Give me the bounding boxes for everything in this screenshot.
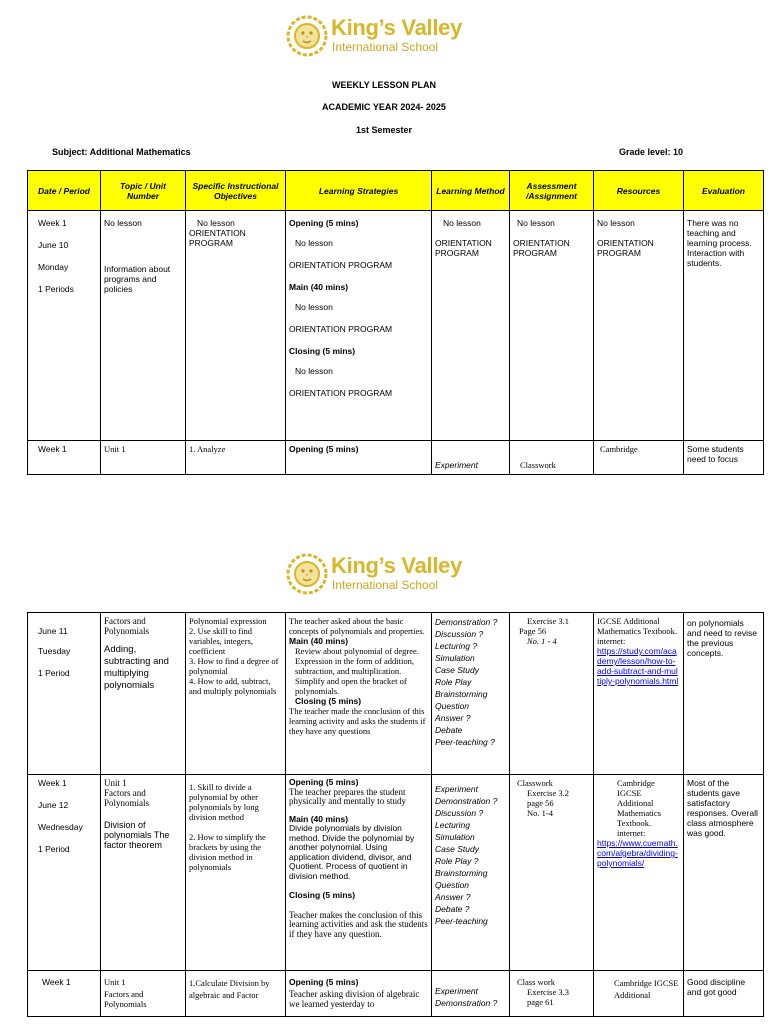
method-text: ORIENTATION PROGRAM [435,238,492,258]
day-text: Wednesday [38,822,83,832]
topic-text: Factors and Polynomials [104,616,150,636]
strategy-heading: Opening (5 mins) [289,777,359,787]
school-subtitle: International School [332,40,439,54]
strategy-heading: Opening (5 mins) [289,977,359,987]
topic-cell [101,613,186,775]
strategy-text: The teacher asked about the basic concepts of polynomials and properties. [289,616,425,636]
strategy-heading: Main (40 mins) [289,282,349,292]
evaluation-cell [684,613,764,775]
strategy-text: Divide polynomials by division method. Divide the polynomial by another polynomial. Using application dividend, divisor, and Quotient. Process of quotient in division method. [289,823,415,881]
method-cell [432,775,510,971]
topic-text: Unit 1 [104,977,126,987]
assessment-text: page 56 [527,798,554,808]
method-item: Experiment [435,784,478,794]
col-header-topic: Topic / Unit Number [101,171,186,211]
method-item: Brainstorming [435,689,488,699]
method-item: Simulation [435,653,475,663]
method-item: Question [435,880,470,890]
lion-logo-icon [285,12,329,60]
col-header-date: Date / Period [28,171,101,211]
method-item: Case Study [435,665,479,675]
strategy-text: ORIENTATION PROGRAM [289,388,393,398]
method-item: Discussion ? [435,808,484,818]
topic-text: No lesson [104,218,142,228]
resources-cell [594,613,684,775]
col-header-assessment: Assessment /Assignment [510,171,594,211]
page-2 [0,540,768,1024]
resource-link[interactable]: https://www.cuemath.com/algebra/dividing-polynomials/ [597,838,678,868]
strategies-cell [286,971,432,1017]
strategy-heading: Closing (5 mins) [289,890,356,900]
topic-text: Factors and Polynomials [104,788,150,808]
page-1 [0,0,768,500]
lesson-plan-table-p1 [27,170,764,475]
resource-text: internet: [617,828,646,838]
method-item: Discussion ? [435,629,484,639]
method-item: Answer ? [435,713,471,723]
assessment-cell [510,775,594,971]
resources-cell: Cambridge [594,441,684,475]
objectives-cell: 1. Analyze [186,441,286,475]
assessment-text: Exercise 3.1 [527,616,570,626]
assessment-cell [510,971,594,1017]
assessment-cell [510,211,594,441]
evaluation-cell: Some students need to focus [684,441,764,475]
header-row [28,171,764,211]
period-text: 1 Period [38,844,70,854]
evaluation-cell: Good discipline and got good [684,971,764,1017]
lesson-plan-table-p2 [27,612,764,1017]
resource-text: No lesson [597,218,635,228]
date-cell: Week 1 [28,441,101,475]
method-item: Debate [435,725,463,735]
school-name: King’s Valley [331,553,463,578]
objective-text: 3. How to find a degree of polynomial [189,656,279,676]
school-logo [285,12,485,60]
objectives-cell [186,775,286,971]
strategy-text: The teacher made the conclusion of this learning activity and asks the students if they have any questions [289,706,426,736]
method-item: Role Play [435,677,472,687]
resource-link[interactable]: https://study.com/academy/lesson/how-to-add-subtract-and-multiply-polynomials.html [597,646,679,686]
method-item: Simulation [435,832,475,842]
objective-text: ORIENTATION PROGRAM [189,228,246,248]
objective-text: Polynomial expression [189,616,267,626]
evaluation-text: There was no teaching and learning process. Interaction with students. [687,218,752,268]
objective-text: No lesson [197,218,235,228]
topic-detail: Division of polynomials The factor theorem [104,820,170,850]
table-row [28,971,764,1017]
evaluation-cell [684,211,764,441]
resource-text: ORIENTATION PROGRAM [597,238,654,258]
strategy-text: No lesson [295,366,333,376]
topic-cell: Unit 1 [101,441,186,475]
date-cell [28,775,101,971]
lion-logo-icon [285,550,329,598]
assessment-text: Exercise 3.3 [527,987,570,997]
assessment-text: Classwork [517,778,553,788]
objectives-cell [186,613,286,775]
date-cell [28,613,101,775]
assessment-text: page 61 [527,997,554,1007]
strategy-text: ORIENTATION PROGRAM [289,324,393,334]
topic-detail: Information about programs and policies [104,264,171,294]
strategy-text: ORIENTATION PROGRAM [289,260,393,270]
method-item: Lecturing ? [435,641,478,651]
date-text: June 12 [38,800,69,810]
objective-text: 1. Skill to divide a polynomial by other polynomials by long division method [189,782,259,822]
date-cell: Week 1 [28,971,101,1017]
resources-cell: Cambridge IGCSE Additional [594,971,684,1017]
resource-text: Cambridge IGCSE Additional Mathematics Textbook. [617,778,661,828]
topic-cell [101,775,186,971]
date-text: June 10 [38,240,69,250]
assessment-cell: Classwork [510,441,594,475]
evaluation-cell [684,775,764,971]
method-item: Brainstorming [435,868,488,878]
week-text: Week 1 [38,218,67,228]
day-text: Tuesday [38,646,71,656]
col-header-evaluation: Evaluation [684,171,764,211]
table-row [28,775,764,971]
topic-text: Unit 1 [104,778,127,788]
topic-cell [101,971,186,1017]
doc-title: WEEKLY LESSON PLAN [331,80,437,90]
day-text: Monday [38,262,69,272]
assessment-text: No. 1-4 [527,808,553,818]
topic-text: Factors and Polynomials [104,989,147,1009]
objective-text: 4. How to add, subtract, and multiply polynomials [189,676,277,696]
resources-cell [594,211,684,441]
assessment-cell [510,613,594,775]
strategies-cell [286,613,432,775]
col-header-objectives: Specific Instructional Objectives [186,171,286,211]
method-cell [432,613,510,775]
strategy-heading: Closing (5 mins) [289,346,356,356]
topic-cell [101,211,186,441]
strategy-text: Teacher asking division of algebraic we learned yesterday to [289,989,420,1009]
method-item: Demonstration ? [435,617,498,627]
method-item: Case Study [435,844,479,854]
strategy-text: No lesson [295,238,333,248]
strategy-text: Review about polynomial of degree. Expression in the form of addition, subtraction, and multiplication. Simplify and open the bracket of polynomials. [295,646,419,696]
assessment-text: No lesson [517,218,555,228]
assessment-text: Page 56 [519,626,547,636]
method-item: Lecturing [435,820,470,830]
strategy-heading: Main (40 mins) [289,813,349,824]
assessment-text: Class work [517,977,556,987]
method-cell: Experiment [432,441,510,475]
method-item: Demonstration ? [435,998,498,1008]
method-item: Experiment [435,986,478,996]
resource-text: IGCSE Additional Mathematics Textbook. [597,616,677,636]
method-cell [432,211,510,441]
strategy-text: Teacher makes the conclusion of this learning activities and ask the students if they have any question. [289,909,428,939]
col-header-resources: Resources [594,171,684,211]
col-header-method: Learning Method [432,171,510,211]
period-text: 1 Period [38,668,70,678]
period-text: 1 Periods [38,284,74,294]
method-item: Demonstration ? [435,796,498,806]
topic-detail: Adding, subtracting and multiplying polynomials [104,644,169,691]
strategies-cell [286,775,432,971]
semester: 1st Semester [355,125,413,135]
method-item: Question [435,701,470,711]
objectives-cell [186,211,286,441]
method-item: Peer-teaching [435,916,488,926]
method-item: Answer ? [435,892,471,902]
objectives-cell: 1.Calculate Division by algebraic and Factor [186,971,286,1017]
method-cell [432,971,510,1017]
date-cell [28,211,101,441]
academic-year: ACADEMIC YEAR 2024- 2025 [322,102,446,112]
school-name: King’s Valley [331,15,463,40]
table-row [28,441,764,475]
grade-level: Grade level: 10 [619,147,684,157]
objective-text: 2. How to simplify the brackets by using the division method in polynomials [189,832,266,872]
strategies-cell [286,211,432,441]
strategy-heading: Closing (5 mins) [295,696,362,706]
evaluation-text: Most of the students gave satisfactory responses. Overall class atmosphere was good. [687,778,758,838]
method-item: Debate ? [435,904,470,914]
school-subtitle: International School [332,578,439,592]
date-text: June 11 [38,626,68,636]
week-text: Week 1 [38,778,67,788]
evaluation-text: on polynomials and need to revise the previous concepts. [687,618,757,658]
assessment-text: No. 1 - 4 [527,636,557,646]
table-row [28,613,764,775]
method-text: No lesson [443,218,481,228]
method-item: Peer-teaching ? [435,737,495,747]
school-logo [285,550,485,598]
resources-cell [594,775,684,971]
method-item: Role Play ? [435,856,479,866]
strategy-text: No lesson [295,302,333,312]
strategies-cell: Opening (5 mins) [286,441,432,475]
subject-line: Subject: Additional Mathematics [52,147,191,157]
assessment-text: Exercise 3.2 [527,788,570,798]
resource-text: internet: [597,636,626,646]
strategy-heading: Opening (5 mins) [289,218,359,228]
strategy-text: The teacher prepares the student physically and mentally to study [289,786,406,806]
objective-text: 2. Use skill to find variables, integers, coefficient [189,626,253,656]
table-row [28,211,764,441]
assessment-text: ORIENTATION PROGRAM [513,238,570,258]
col-header-strategies: Learning Strategies [286,171,432,211]
strategy-heading: Main (40 mins) [289,636,349,646]
